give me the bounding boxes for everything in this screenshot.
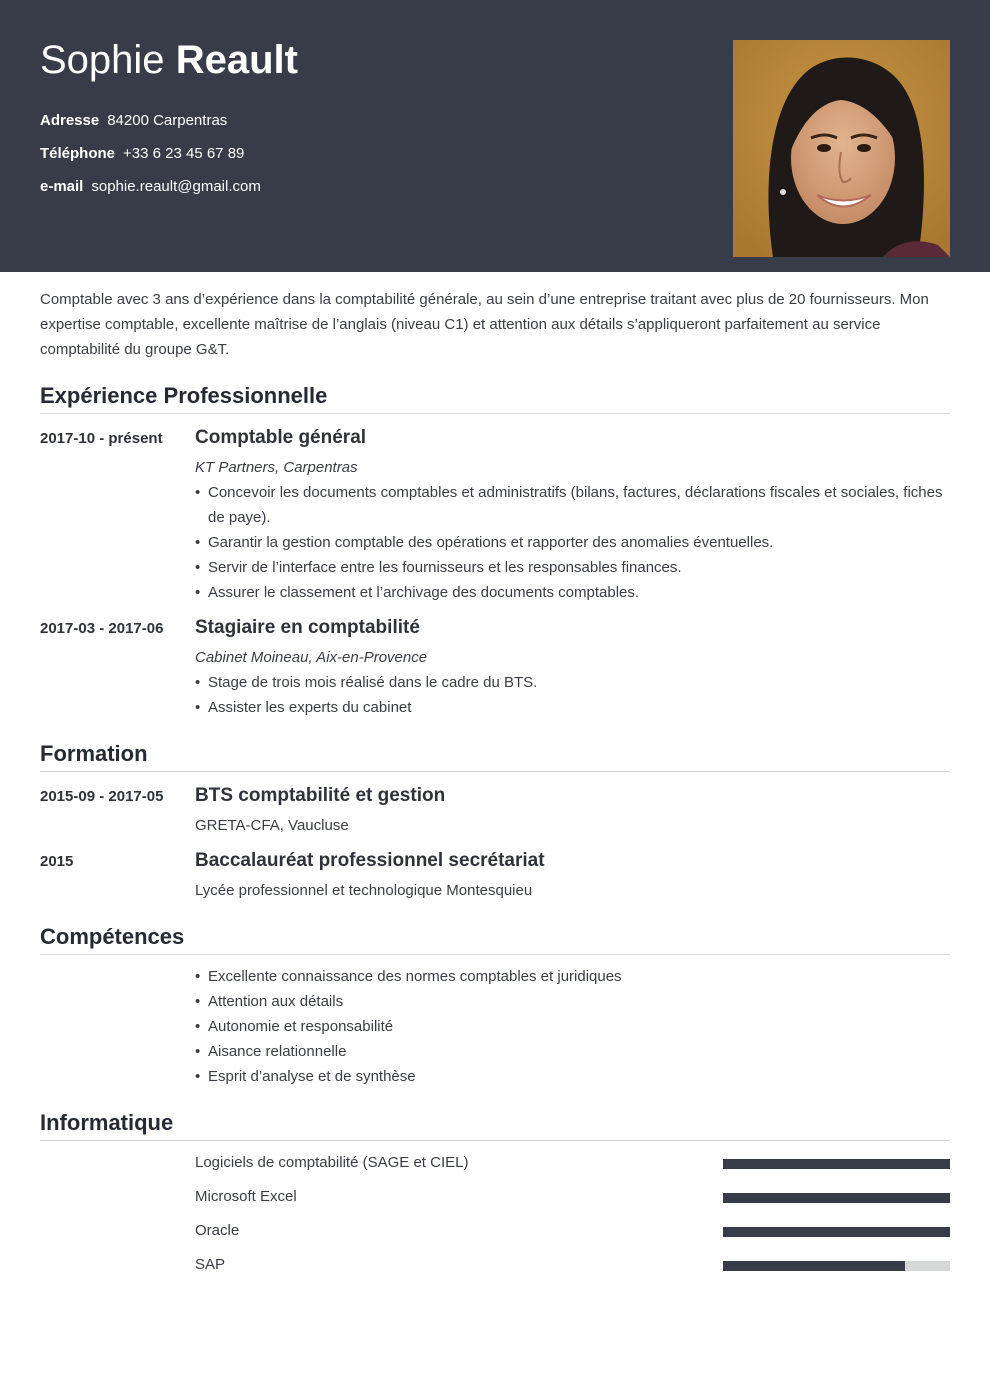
skill-level-bar	[723, 1193, 950, 1203]
list-item: • Autonomie et responsabilité	[195, 1014, 950, 1039]
it-skill-label: SAP	[195, 1256, 226, 1273]
list-item: • Assurer le classement et l’archivage des documents comptables.	[195, 580, 950, 605]
entry-title: Baccalauréat professionnel secrétariat	[195, 850, 545, 871]
contact-label: Adresse	[40, 112, 100, 129]
contact-value: +33 6 23 45 67 89	[123, 145, 245, 162]
list-item: • Concevoir les documents comptables et administratifs (bilans, factures, déclarations fiscales et sociales, fiches de paye).	[195, 480, 950, 530]
portrait-image	[733, 40, 950, 257]
list-item: • Esprit d’analyse et de synthèse	[195, 1064, 950, 1089]
entry-date: 2017-10 - présent	[40, 430, 163, 447]
list-item: • Assister les experts du cabinet	[195, 695, 950, 720]
entry-bullet-list	[195, 480, 950, 605]
list-item: • Garantir la gestion comptable des opérations et rapporter des anomalies éventuelles.	[195, 530, 950, 555]
entry-bullet-list	[195, 670, 950, 720]
entry-school: GRETA-CFA, Vaucluse	[195, 817, 349, 834]
list-item: • Excellente connaissance des normes comptables et juridiques	[195, 964, 950, 989]
profile-photo	[733, 40, 950, 257]
skill-level-fill	[723, 1261, 905, 1271]
candidate-name	[40, 36, 298, 84]
entry-date: 2015	[40, 853, 74, 870]
section-title-education: Formation	[40, 740, 950, 772]
list-item: • Attention aux détails	[195, 989, 950, 1014]
section-title-experience: Expérience Professionnelle	[40, 382, 950, 414]
skill-level-bar	[723, 1159, 950, 1169]
contact-label: e-mail	[40, 178, 84, 195]
list-item: • Aisance relationnelle	[195, 1039, 950, 1064]
entry-date: 2015-09 - 2017-05	[40, 788, 164, 805]
entry-title: Comptable général	[195, 427, 367, 448]
entry-company: KT Partners, Carpentras	[195, 459, 358, 476]
entry-title: Stagiaire en comptabilité	[195, 617, 420, 638]
it-skill-row	[195, 1187, 950, 1207]
it-skill-row	[195, 1221, 950, 1241]
contact-address	[40, 112, 227, 130]
list-item: • Servir de l’interface entre les fournisseurs et les responsables finances.	[195, 555, 950, 580]
it-skill-row	[195, 1255, 950, 1275]
skill-level-bar	[723, 1261, 950, 1271]
last-name: Reault	[175, 38, 298, 82]
resume-header	[0, 0, 990, 272]
entry-title: BTS comptabilité et gestion	[195, 785, 446, 806]
entry-company: Cabinet Moineau, Aix-en-Provence	[195, 649, 428, 666]
it-skill-label: Microsoft Excel	[195, 1188, 297, 1205]
first-name: Sophie	[40, 38, 165, 82]
contact-label: Téléphone	[40, 145, 116, 162]
section-title-it: Informatique	[40, 1109, 950, 1141]
contact-value: 84200 Carpentras	[107, 112, 228, 129]
it-skill-label: Logiciels de comptabilité (SAGE et CIEL)	[195, 1154, 469, 1171]
section-title-skills: Compétences	[40, 923, 950, 955]
entry-school: Lycée professionnel et technologique Montesquieu	[195, 882, 533, 899]
it-skill-label: Oracle	[195, 1222, 240, 1239]
profile-summary: Comptable avec 3 ans d’expérience dans la comptabilité générale, au sein d’une entreprise traitant avec plus de 20 fournisseurs. Mon expertise comptable, excellente maîtrise de l’anglais (niveau C1) et attention aux détails s’appliqueront parfaitement au service comptabilité du groupe G&T.	[40, 291, 929, 358]
list-item: • Stage de trois mois réalisé dans le cadre du BTS.	[195, 670, 950, 695]
contact-value[interactable]: sophie.reault@gmail.com	[91, 178, 261, 195]
skills-list	[195, 964, 950, 1089]
skill-level-fill	[723, 1193, 950, 1203]
skill-level-bar	[723, 1227, 950, 1237]
contact-email[interactable]	[40, 178, 261, 196]
entry-date: 2017-03 - 2017-06	[40, 620, 164, 637]
it-skill-row	[195, 1153, 950, 1173]
skill-level-fill	[723, 1227, 950, 1237]
skill-level-fill	[723, 1159, 950, 1169]
contact-phone	[40, 145, 244, 163]
